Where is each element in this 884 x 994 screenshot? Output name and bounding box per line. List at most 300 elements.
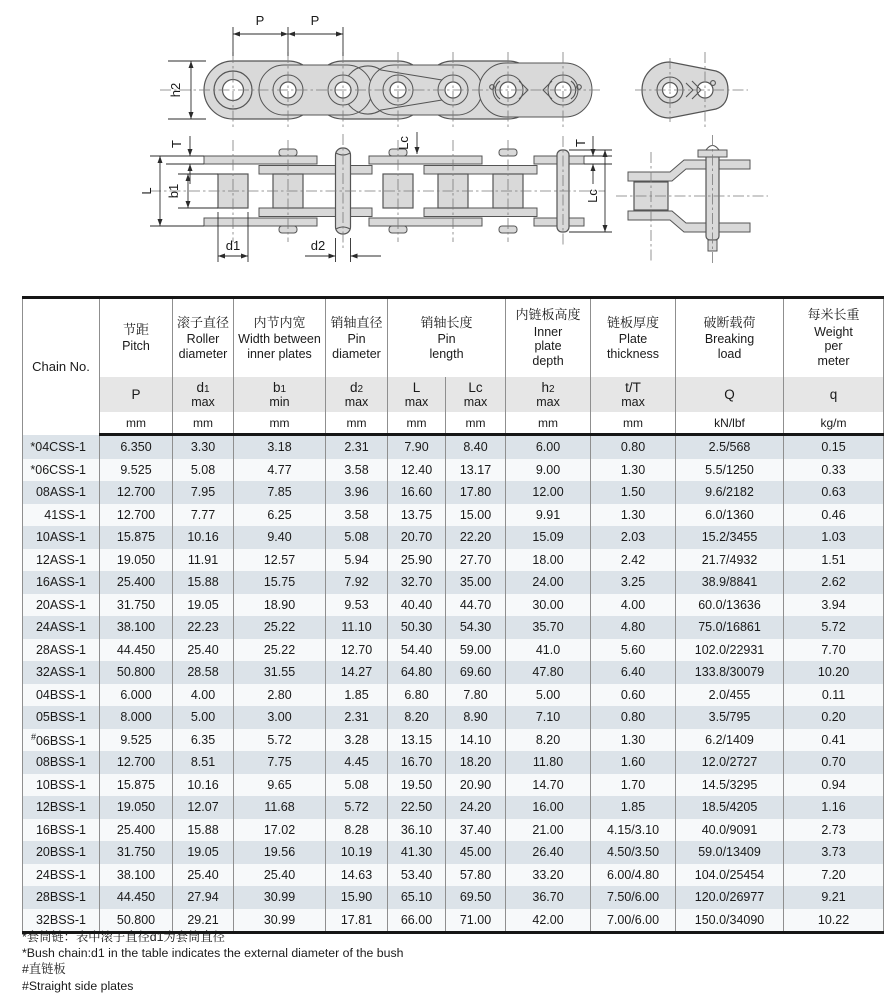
value-cell: 31.750 <box>100 841 173 864</box>
value-cell: 30.00 <box>506 594 591 617</box>
chain-spec-table <box>22 296 884 934</box>
value-cell: 24.00 <box>506 571 591 594</box>
symbol-cell-d1: d1 max <box>173 377 234 412</box>
table-row <box>23 616 884 639</box>
value-cell: 30.99 <box>234 909 326 933</box>
value-cell: 50.800 <box>100 909 173 933</box>
value-cell: 8.000 <box>100 706 173 729</box>
value-cell: 4.15/3.10 <box>591 819 676 842</box>
value-cell: 2.73 <box>784 819 884 842</box>
col-header-pin-length: 销轴长度 Pin length <box>388 298 506 378</box>
chain-no-cell: 28BSS-1 <box>23 886 100 909</box>
value-cell: 10.20 <box>784 661 884 684</box>
table-row <box>23 661 884 684</box>
value-cell: 18.20 <box>446 751 506 774</box>
value-cell: 22.50 <box>388 796 446 819</box>
value-cell: 8.90 <box>446 706 506 729</box>
value-cell: 54.30 <box>446 616 506 639</box>
value-cell: 59.00 <box>446 639 506 662</box>
value-cell: 9.40 <box>234 526 326 549</box>
dim-label-l: L <box>139 187 154 195</box>
value-cell: 1.70 <box>591 774 676 797</box>
value-cell: 11.80 <box>506 751 591 774</box>
table-row <box>23 774 884 797</box>
value-cell: 6.350 <box>100 435 173 459</box>
value-cell: 133.8/30079 <box>676 661 784 684</box>
col-header-plate-thickness: 链板厚度 Plate thickness <box>591 298 676 378</box>
value-cell: 1.30 <box>591 729 676 752</box>
value-cell: 8.51 <box>173 751 234 774</box>
value-cell: 2.03 <box>591 526 676 549</box>
chain-no-cell: 24BSS-1 <box>23 864 100 887</box>
col-header-pitch <box>100 298 173 378</box>
value-cell: 12.0/2727 <box>676 751 784 774</box>
value-cell: 69.60 <box>446 661 506 684</box>
value-cell: 15.2/3455 <box>676 526 784 549</box>
unit-cell: mm <box>326 412 388 435</box>
col-header-chain-no: Chain No. <box>23 298 100 435</box>
value-cell: 47.80 <box>506 661 591 684</box>
table-row <box>23 886 884 909</box>
value-cell: 38.9/8841 <box>676 571 784 594</box>
value-cell: 28.58 <box>173 661 234 684</box>
value-cell: 33.20 <box>506 864 591 887</box>
table-row <box>23 481 884 504</box>
value-cell: 25.22 <box>234 616 326 639</box>
value-cell: 3.58 <box>326 504 388 527</box>
value-cell: 12.57 <box>234 549 326 572</box>
value-cell: 1.85 <box>326 684 388 707</box>
col-header-pin-diameter: 销轴直径 Pin diameter <box>326 298 388 378</box>
value-cell: 42.00 <box>506 909 591 933</box>
value-cell: 104.0/25454 <box>676 864 784 887</box>
unit-cell: kg/m <box>784 412 884 435</box>
value-cell: 1.51 <box>784 549 884 572</box>
value-cell: 44.450 <box>100 639 173 662</box>
value-cell: 66.00 <box>388 909 446 933</box>
value-cell: 5.00 <box>173 706 234 729</box>
unit-cell: mm <box>173 412 234 435</box>
value-cell: 6.0/1360 <box>676 504 784 527</box>
value-cell: 16.70 <box>388 751 446 774</box>
value-cell: 7.92 <box>326 571 388 594</box>
value-cell: 22.23 <box>173 616 234 639</box>
value-cell: 57.80 <box>446 864 506 887</box>
value-cell: 3.58 <box>326 459 388 482</box>
value-cell: 38.100 <box>100 864 173 887</box>
symbol-cell-t-T: t/T max <box>591 377 676 412</box>
value-cell: 59.0/13409 <box>676 841 784 864</box>
value-cell: 1.60 <box>591 751 676 774</box>
table-row <box>23 684 884 707</box>
dim-label-d2: d2 <box>310 238 326 253</box>
value-cell: 7.00/6.00 <box>591 909 676 933</box>
value-cell: 21.7/4932 <box>676 549 784 572</box>
value-cell: 45.00 <box>446 841 506 864</box>
unit-cell: mm <box>234 412 326 435</box>
value-cell: 0.70 <box>784 751 884 774</box>
value-cell: 3.5/795 <box>676 706 784 729</box>
chain-no-cell: 04BSS-1 <box>23 684 100 707</box>
col-header-roller-diameter: 滚子直径 Roller diameter <box>173 298 234 378</box>
value-cell: 16.60 <box>388 481 446 504</box>
col-header-breaking-load: 破断载荷 Breaking load <box>676 298 784 378</box>
value-cell: 8.20 <box>388 706 446 729</box>
value-cell: 1.16 <box>784 796 884 819</box>
col-header-pitch-en: Pitch <box>122 339 150 354</box>
value-cell: 26.40 <box>506 841 591 864</box>
value-cell: 16.00 <box>506 796 591 819</box>
value-cell: 18.90 <box>234 594 326 617</box>
chain-no-cell: #06BSS-1 <box>23 729 100 752</box>
value-cell: 5.60 <box>591 639 676 662</box>
value-cell: 8.28 <box>326 819 388 842</box>
unit-cell: mm <box>446 412 506 435</box>
value-cell: 7.50/6.00 <box>591 886 676 909</box>
table-row <box>23 459 884 482</box>
value-cell: 10.16 <box>173 526 234 549</box>
value-cell: 19.50 <box>388 774 446 797</box>
value-cell: 15.75 <box>234 571 326 594</box>
footnote-straight-plate-zh: #直链板 <box>22 962 66 977</box>
value-cell: 9.00 <box>506 459 591 482</box>
value-cell: 0.46 <box>784 504 884 527</box>
chain-no-cell: 08BSS-1 <box>23 751 100 774</box>
value-cell: 19.05 <box>173 841 234 864</box>
footnote-bush-chain-zh: *套筒链：表中滚子直径d1为套筒直径 <box>22 930 225 944</box>
value-cell: 24.20 <box>446 796 506 819</box>
value-cell: 7.10 <box>506 706 591 729</box>
symbol-cell-Q: Q <box>676 377 784 412</box>
value-cell: 31.55 <box>234 661 326 684</box>
value-cell: 15.875 <box>100 526 173 549</box>
value-cell: 31.750 <box>100 594 173 617</box>
value-cell: 19.05 <box>173 594 234 617</box>
table-row <box>23 639 884 662</box>
value-cell: 0.80 <box>591 706 676 729</box>
footnote-straight-plate-en: #Straight side plates <box>22 978 134 993</box>
value-cell: 25.400 <box>100 571 173 594</box>
value-cell: 32.70 <box>388 571 446 594</box>
value-cell: 2.0/455 <box>676 684 784 707</box>
value-cell: 14.63 <box>326 864 388 887</box>
value-cell: 36.70 <box>506 886 591 909</box>
value-cell: 19.050 <box>100 549 173 572</box>
table-row <box>23 864 884 887</box>
value-cell: 44.450 <box>100 886 173 909</box>
value-cell: 35.00 <box>446 571 506 594</box>
value-cell: 14.5/3295 <box>676 774 784 797</box>
value-cell: 8.40 <box>446 435 506 459</box>
value-cell: 25.40 <box>234 864 326 887</box>
value-cell: 6.000 <box>100 684 173 707</box>
value-cell: 12.700 <box>100 751 173 774</box>
value-cell: 5.94 <box>326 549 388 572</box>
table-row <box>23 526 884 549</box>
value-cell: 12.700 <box>100 481 173 504</box>
spec-table-body <box>23 435 884 933</box>
value-cell: 11.10 <box>326 616 388 639</box>
value-cell: 9.91 <box>506 504 591 527</box>
table-row <box>23 706 884 729</box>
value-cell: 7.20 <box>784 864 884 887</box>
value-cell: 14.10 <box>446 729 506 752</box>
dim-label-lc-right: Lc <box>585 189 600 203</box>
value-cell: 15.88 <box>173 571 234 594</box>
dim-label-pitch-2: P <box>310 13 320 28</box>
value-cell: 2.31 <box>326 706 388 729</box>
value-cell: 4.50/3.50 <box>591 841 676 864</box>
header-row-main <box>23 298 884 378</box>
value-cell: 7.80 <box>446 684 506 707</box>
value-cell: 6.2/1409 <box>676 729 784 752</box>
col-header-pitch-zh: 节距 <box>122 321 149 337</box>
value-cell: 38.100 <box>100 616 173 639</box>
value-cell: 25.400 <box>100 819 173 842</box>
chain-no-cell: 16ASS-1 <box>23 571 100 594</box>
value-cell: 0.20 <box>784 706 884 729</box>
value-cell: 14.70 <box>506 774 591 797</box>
value-cell: 71.00 <box>446 909 506 933</box>
table-row <box>23 435 884 459</box>
value-cell: 9.525 <box>100 459 173 482</box>
value-cell: 6.00/4.80 <box>591 864 676 887</box>
value-cell: 64.80 <box>388 661 446 684</box>
table-row <box>23 504 884 527</box>
value-cell: 17.81 <box>326 909 388 933</box>
value-cell: 8.20 <box>506 729 591 752</box>
value-cell: 0.33 <box>784 459 884 482</box>
value-cell: 5.08 <box>326 526 388 549</box>
value-cell: 3.00 <box>234 706 326 729</box>
header-row-units <box>23 412 884 435</box>
value-cell: 0.11 <box>784 684 884 707</box>
value-cell: 3.96 <box>326 481 388 504</box>
value-cell: 13.15 <box>388 729 446 752</box>
col-header-inner-width: 内节内宽 Width between inner plates <box>234 298 326 378</box>
col-header-inner-plate-depth: 内链板高度 Inner plate depth <box>506 298 591 378</box>
unit-cell: mm <box>506 412 591 435</box>
value-cell: 5.08 <box>326 774 388 797</box>
connecting-link-view <box>635 52 748 128</box>
chain-no-cell: 32BSS-1 <box>23 909 100 933</box>
value-cell: 15.00 <box>446 504 506 527</box>
value-cell: 22.20 <box>446 526 506 549</box>
value-cell: 40.0/9091 <box>676 819 784 842</box>
value-cell: 4.80 <box>591 616 676 639</box>
value-cell: 44.70 <box>446 594 506 617</box>
chain-no-cell: 16BSS-1 <box>23 819 100 842</box>
value-cell: 3.18 <box>234 435 326 459</box>
value-cell: 102.0/22931 <box>676 639 784 662</box>
value-cell: 3.25 <box>591 571 676 594</box>
value-cell: 4.45 <box>326 751 388 774</box>
value-cell: 12.40 <box>388 459 446 482</box>
value-cell: 0.80 <box>591 435 676 459</box>
table-row <box>23 841 884 864</box>
chain-no-cell: 28ASS-1 <box>23 639 100 662</box>
symbol-cell-b1: b1 min <box>234 377 326 412</box>
symbol-cell-P: P <box>100 377 173 412</box>
value-cell: 9.65 <box>234 774 326 797</box>
value-cell: 36.10 <box>388 819 446 842</box>
value-cell: 12.700 <box>100 504 173 527</box>
value-cell: 19.56 <box>234 841 326 864</box>
value-cell: 11.91 <box>173 549 234 572</box>
value-cell: 7.77 <box>173 504 234 527</box>
dim-label-pitch: P <box>255 13 265 28</box>
value-cell: 2.42 <box>591 549 676 572</box>
value-cell: 12.70 <box>326 639 388 662</box>
chain-no-cell: 32ASS-1 <box>23 661 100 684</box>
value-cell: 10.19 <box>326 841 388 864</box>
table-row <box>23 729 884 752</box>
value-cell: 25.22 <box>234 639 326 662</box>
value-cell: 7.75 <box>234 751 326 774</box>
symbol-cell-q: q <box>784 377 884 412</box>
value-cell: 20.70 <box>388 526 446 549</box>
symbol-cell-Lc: Lc max <box>446 377 506 412</box>
value-cell: 5.72 <box>234 729 326 752</box>
value-cell: 9.6/2182 <box>676 481 784 504</box>
value-cell: 50.800 <box>100 661 173 684</box>
value-cell: 54.40 <box>388 639 446 662</box>
value-cell: 6.80 <box>388 684 446 707</box>
symbol-cell-d2: d2 max <box>326 377 388 412</box>
value-cell: 0.60 <box>591 684 676 707</box>
value-cell: 17.02 <box>234 819 326 842</box>
value-cell: 6.00 <box>506 435 591 459</box>
value-cell: 27.94 <box>173 886 234 909</box>
value-cell: 5.5/1250 <box>676 459 784 482</box>
value-cell: 40.40 <box>388 594 446 617</box>
value-cell: 13.75 <box>388 504 446 527</box>
value-cell: 15.90 <box>326 886 388 909</box>
chain-no-cell: 10ASS-1 <box>23 526 100 549</box>
symbol-cell-L: L max <box>388 377 446 412</box>
value-cell: 5.72 <box>326 796 388 819</box>
value-cell: 3.73 <box>784 841 884 864</box>
value-cell: 14.27 <box>326 661 388 684</box>
table-row <box>23 796 884 819</box>
footnotes <box>22 929 403 994</box>
value-cell: 1.30 <box>591 459 676 482</box>
value-cell: 53.40 <box>388 864 446 887</box>
chain-no-cell: 20BSS-1 <box>23 841 100 864</box>
value-cell: 0.94 <box>784 774 884 797</box>
value-cell: 3.94 <box>784 594 884 617</box>
value-cell: 10.16 <box>173 774 234 797</box>
value-cell: 15.875 <box>100 774 173 797</box>
value-cell: 12.00 <box>506 481 591 504</box>
col-header-weight-per-meter: 每米长重 Weight per meter <box>784 298 884 378</box>
value-cell: 1.03 <box>784 526 884 549</box>
chain-no-cell: 10BSS-1 <box>23 774 100 797</box>
value-cell: 4.00 <box>173 684 234 707</box>
value-cell: 11.68 <box>234 796 326 819</box>
chain-side-view <box>160 13 600 128</box>
value-cell: 25.40 <box>173 639 234 662</box>
value-cell: 69.50 <box>446 886 506 909</box>
value-cell: 20.90 <box>446 774 506 797</box>
value-cell: 75.0/16861 <box>676 616 784 639</box>
value-cell: 9.21 <box>784 886 884 909</box>
value-cell: 7.90 <box>388 435 446 459</box>
value-cell: 25.90 <box>388 549 446 572</box>
table-row <box>23 571 884 594</box>
value-cell: 120.0/26977 <box>676 886 784 909</box>
value-cell: 1.50 <box>591 481 676 504</box>
technical-drawings <box>0 0 884 296</box>
value-cell: 37.40 <box>446 819 506 842</box>
value-cell: 12.07 <box>173 796 234 819</box>
value-cell: 2.31 <box>326 435 388 459</box>
value-cell: 2.62 <box>784 571 884 594</box>
chain-no-cell: 41SS-1 <box>23 504 100 527</box>
chain-no-cell: *04CSS-1 <box>23 435 100 459</box>
value-cell: 1.30 <box>591 504 676 527</box>
symbol-cell-h2: h2 max <box>506 377 591 412</box>
value-cell: 65.10 <box>388 886 446 909</box>
value-cell: 0.15 <box>784 435 884 459</box>
dim-label-thickness-left: T <box>169 140 184 148</box>
value-cell: 25.40 <box>173 864 234 887</box>
value-cell: 10.22 <box>784 909 884 933</box>
chain-no-cell: 12BSS-1 <box>23 796 100 819</box>
value-cell: 21.00 <box>506 819 591 842</box>
chain-no-cell: *06CSS-1 <box>23 459 100 482</box>
value-cell: 4.00 <box>591 594 676 617</box>
value-cell: 41.0 <box>506 639 591 662</box>
value-cell: 18.00 <box>506 549 591 572</box>
value-cell: 3.28 <box>326 729 388 752</box>
table-row <box>23 751 884 774</box>
value-cell: 6.40 <box>591 661 676 684</box>
unit-cell: mm <box>388 412 446 435</box>
value-cell: 6.35 <box>173 729 234 752</box>
offset-link-view <box>616 135 768 266</box>
chain-no-cell: 20ASS-1 <box>23 594 100 617</box>
value-cell: 30.99 <box>234 886 326 909</box>
value-cell: 50.30 <box>388 616 446 639</box>
chain-no-cell: 24ASS-1 <box>23 616 100 639</box>
dim-label-thickness-right: T <box>573 139 588 147</box>
value-cell: 0.41 <box>784 729 884 752</box>
value-cell: 27.70 <box>446 549 506 572</box>
value-cell: 0.63 <box>784 481 884 504</box>
chain-section-view <box>139 132 612 262</box>
chain-no-cell: 12ASS-1 <box>23 549 100 572</box>
value-cell: 2.5/568 <box>676 435 784 459</box>
value-cell: 7.85 <box>234 481 326 504</box>
value-cell: 13.17 <box>446 459 506 482</box>
value-cell: 18.5/4205 <box>676 796 784 819</box>
value-cell: 5.08 <box>173 459 234 482</box>
value-cell: 5.72 <box>784 616 884 639</box>
value-cell: 6.25 <box>234 504 326 527</box>
value-cell: 17.80 <box>446 481 506 504</box>
value-cell: 4.77 <box>234 459 326 482</box>
value-cell: 7.70 <box>784 639 884 662</box>
table-row <box>23 594 884 617</box>
value-cell: 7.95 <box>173 481 234 504</box>
value-cell: 29.21 <box>173 909 234 933</box>
value-cell: 3.30 <box>173 435 234 459</box>
chain-no-cell: 05BSS-1 <box>23 706 100 729</box>
dim-label-h2: h2 <box>168 82 183 98</box>
dim-label-d1: d1 <box>225 238 241 253</box>
value-cell: 35.70 <box>506 616 591 639</box>
